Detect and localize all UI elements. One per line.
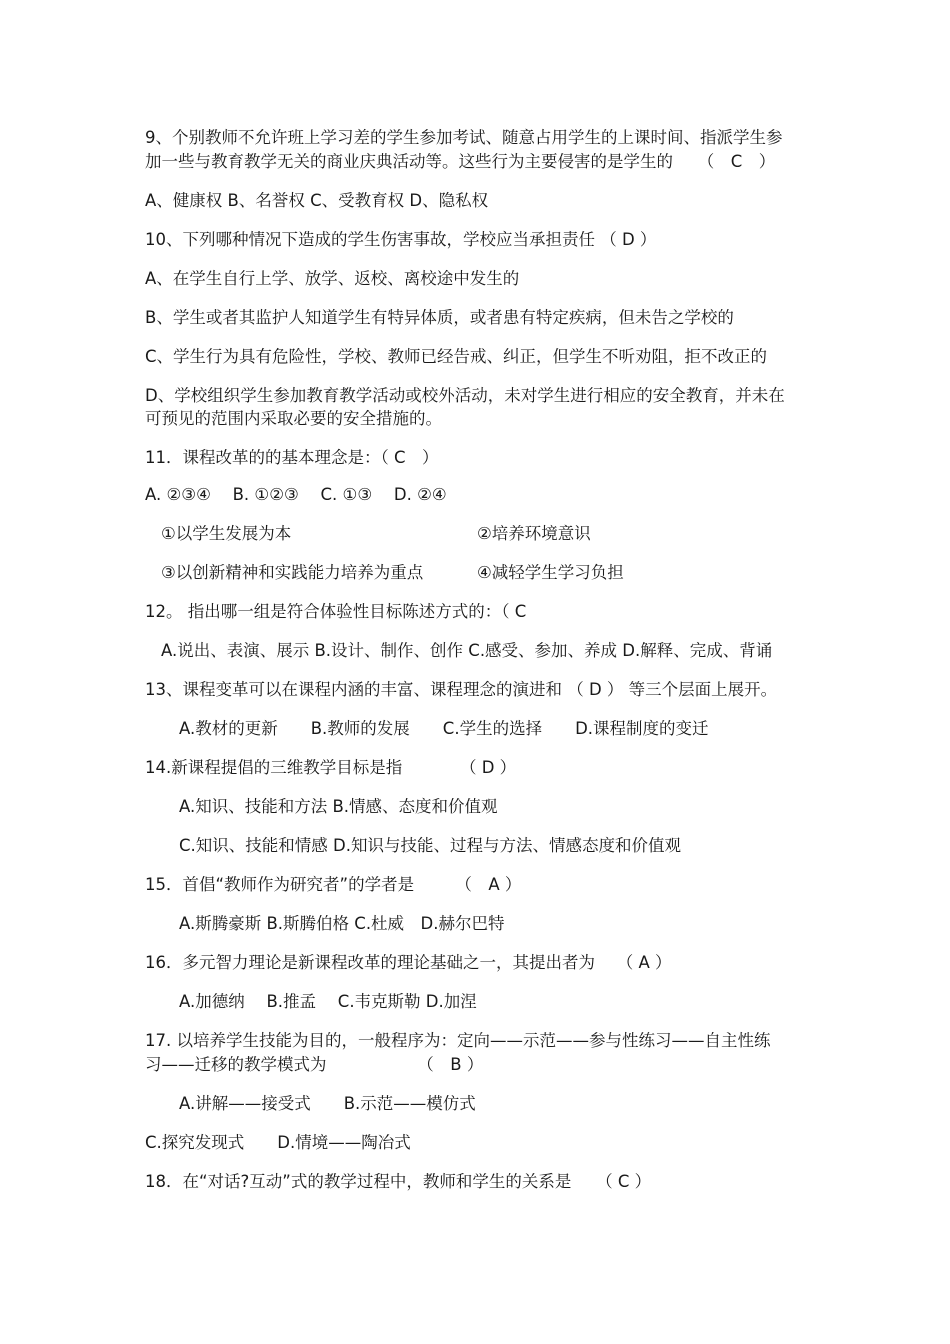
question-15-options: A.斯腾豪斯 B.斯腾伯格 C.杜威 D.赫尔巴特	[179, 914, 505, 933]
question-17-line-2: 习——迁移的教学模式为 （ B ）	[145, 1055, 484, 1074]
question-13-options: A.教材的更新 B.教师的发展 C.学生的选择 D.课程制度的变迁	[179, 719, 709, 738]
question-9-line-2: 加一些与教育教学无关的商业庆典活动等。这些行为主要侵害的是学生的 （ C ）	[145, 152, 776, 171]
question-10-option-b: B、学生或者其监护人知道学生有特异体质，或者患有特定疾病，但未告之学校的	[145, 308, 734, 327]
question-9-options: A、健康权 B、名誉权 C、受教育权 D、隐私权	[145, 191, 489, 210]
question-16-options: A.加德纳 B.推孟 C.韦克斯勒 D.加涅	[179, 992, 477, 1011]
question-10-option-d-line-2: 可预见的范围内采取必要的安全措施的。	[145, 409, 442, 428]
question-11: 11．课程改革的的基本理念是：（ C ）	[145, 448, 439, 467]
question-12-options: A.说出、表演、展示 B.设计、制作、创作 C.感受、参加、养成 D.解释、完成、背诵	[161, 641, 773, 660]
question-11-item-2: ②培养环境意识	[477, 524, 591, 543]
question-14-options-2: C.知识、技能和情感 D.知识与技能、过程与方法、情感态度和价值观	[179, 836, 681, 855]
question-17-options-2: C.探究发现式 D.情境——陶冶式	[145, 1133, 411, 1152]
question-18: 18．在“对话?互动”式的教学过程中，教师和学生的关系是 （ C ）	[145, 1172, 652, 1191]
question-11-item-3: ③以创新精神和实践能力培养为重点	[161, 563, 424, 582]
question-16: 16．多元智力理论是新课程改革的理论基础之一，其提出者为 （ A ）	[145, 953, 672, 972]
question-17-options-1: A.讲解——接受式 B.示范——模仿式	[179, 1094, 476, 1113]
question-15: 15．首倡“教师作为研究者”的学者是 （ A ）	[145, 875, 522, 894]
question-10-option-a: A、在学生自行上学、放学、返校、离校途中发生的	[145, 269, 520, 288]
question-14: 14.新课程提倡的三维教学目标是指 （ D ）	[145, 758, 517, 777]
question-10-option-c: C、学生行为具有危险性，学校、教师已经告戒、纠正，但学生不听劝阻，拒不改正的	[145, 347, 768, 366]
question-10-option-d-line-1: D、学校组织学生参加教育教学活动或校外活动，未对学生进行相应的安全教育，并未在	[145, 386, 785, 405]
question-10: 10、下列哪种情况下造成的学生伤害事故，学校应当承担责任 （ D ）	[145, 230, 657, 249]
question-13: 13、课程变革可以在课程内涵的丰富、课程理念的演进和 （ D ） 等三个层面上展开。	[145, 680, 778, 699]
question-11-item-4: ④减轻学生学习负担	[477, 563, 624, 582]
question-12: 12。 指出哪一组是符合体验性目标陈述方式的：（ C	[145, 602, 527, 621]
question-14-options-1: A.知识、技能和方法 B.情感、态度和价值观	[179, 797, 498, 816]
question-11-item-1: ①以学生发展为本	[161, 524, 292, 543]
question-11-options: A. ②③④ B. ①②③ C. ①③ D. ②④	[145, 485, 447, 504]
question-17-line-1: 17. 以培养学生技能为目的，一般程序为：定向——示范——参与性练习——自主性练	[145, 1031, 771, 1050]
question-9-line-1: 9、个别教师不允许班上学习差的学生参加考试、随意占用学生的上课时间、指派学生参	[145, 128, 783, 147]
